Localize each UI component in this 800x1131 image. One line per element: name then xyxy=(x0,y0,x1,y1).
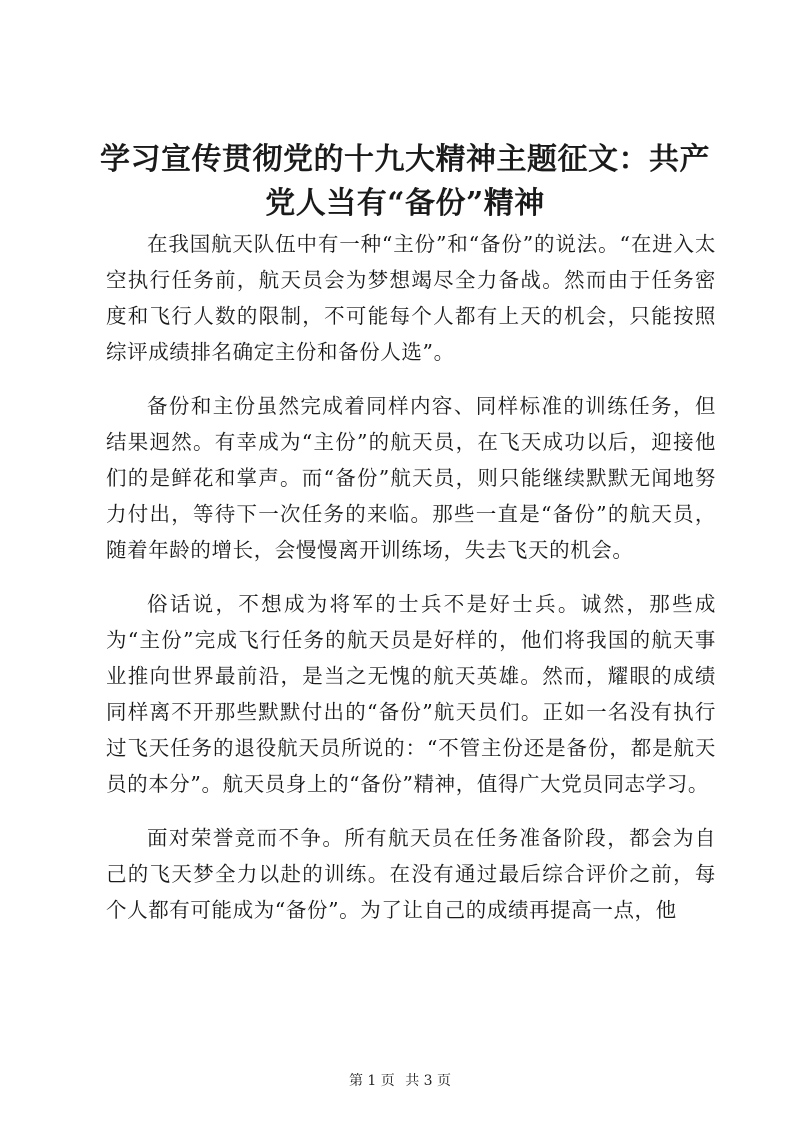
page-number: 第 1 页 xyxy=(348,1073,395,1089)
document-title: 学习宣传贯彻党的十九大精神主题征文：共产党人当有“备份”精神 xyxy=(100,142,710,221)
paragraph: 备份和主份虽然完成着同样内容、同样标准的训练任务，但结果迥然。有幸成为“主份”的航天员，在飞天成功以后，迎接他们的是鲜花和掌声。而“备份”航天员，则只能继续默默无闻地努力付出，等待下一次任务的来临。那些一直是“备份”的航天员，随着年龄的增长，会慢慢离开训练场，失去飞天的机会。 xyxy=(106,394,716,562)
paragraph: 俗话说，不想成为将军的士兵不是好士兵。诚然，那些成为“主份”完成飞行任务的航天员是好样的，他们将我国的航天事业推向世界最前沿，是当之无愧的航天英雄。然而，耀眼的成绩同样离不开那些默默付出的“备份”航天员们。正如一名没有执行过飞天任务的退役航天员所说的：“不管主份还是备份，都是航天员的本分”。航天员身上的“备份”精神，值得广大党员同志学习。 xyxy=(106,592,716,796)
page-footer xyxy=(0,1071,800,1091)
paragraph: 在我国航天队伍中有一种“主份”和“备份”的说法。“在进入太空执行任务前，航天员会为梦想竭尽全力备战。然而由于任务密度和飞行人数的限制，不可能每个人都有上天的机会，只能按照综评成绩排名确定主份和备份人选”。 xyxy=(106,232,716,364)
page-total: 共 3 页 xyxy=(405,1073,452,1089)
paragraph: 面对荣誉竞而不争。所有航天员在任务准备阶段，都会为自己的飞天梦全力以赴的训练。在没有通过最后综合评价之前，每个人都有可能成为“备份”。为了让自己的成绩再提高一点，他 xyxy=(106,826,716,922)
document-body xyxy=(106,226,716,946)
